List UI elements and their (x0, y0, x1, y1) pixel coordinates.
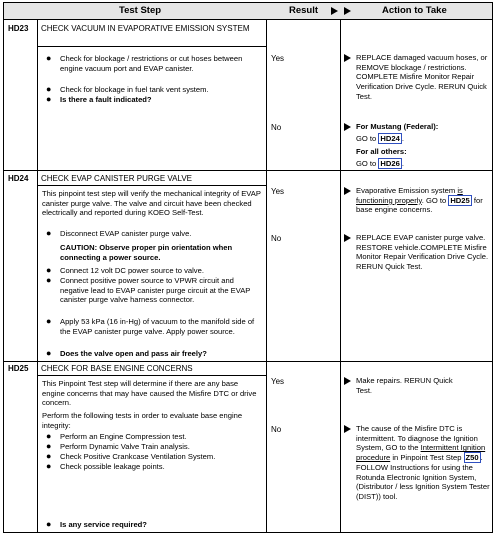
hd25-result-no: No (271, 425, 282, 434)
hd25-no-text-c: in Pinpoint Test Step (392, 453, 462, 463)
column-divider-action (340, 3, 341, 532)
hd24-bullet-vacuum: Apply 53 kPa (16 in-Hg) of vacuum to the manifold side of the EVAP canister purge valve. Apply power source. (60, 317, 255, 336)
hd24-question: Does the valve open and pass air freely? (60, 349, 207, 358)
header-test-step: Test Step (119, 5, 162, 16)
hd24-yes-action (356, 186, 491, 215)
title-underline (37, 46, 266, 47)
period: . (401, 159, 404, 169)
hd25-bullet-4: Check possible leakage points. (60, 462, 165, 471)
period: . (401, 133, 404, 143)
arrow-right-icon (344, 187, 351, 195)
header-result: Result (289, 5, 319, 16)
hd25-no-action (356, 424, 491, 502)
link-hd26[interactable]: HD26 (380, 159, 400, 169)
hd23-bullet-1: Check for blockage / restrictions or cut hoses between engine vacuum port and EVAP canister. (60, 54, 243, 73)
hd24-bullet-connect: Connect 12 volt DC power source to valve. (60, 266, 204, 275)
hd24-yes-text-d: for base engine concerns. (356, 195, 483, 215)
hd23-mustang-label: For Mustang (Federal): (356, 122, 439, 131)
row-divider (4, 170, 492, 171)
hd23-bullet-2: Check for blockage in fuel tank vent system. (60, 85, 209, 94)
bullet-icon: ● (46, 84, 52, 94)
arrow-right-icon (344, 377, 351, 385)
link-z50[interactable]: Z50 (465, 453, 479, 463)
link-hd24[interactable]: HD24 (380, 133, 400, 143)
hd25-no-text-a: The cause of the Misfire DTC is intermittent. To diagnose the Ignition System, GO to the (356, 424, 478, 453)
row-divider (4, 361, 492, 362)
hd23-no-action (356, 122, 491, 169)
hd24-yes-text-c: . GO to (421, 195, 447, 205)
pinpoint-test-table (3, 2, 493, 533)
hd23-goto-text: GO to (356, 133, 377, 143)
bullet-icon: ● (46, 451, 52, 461)
bullet-icon: ● (46, 228, 52, 238)
hd24-bullet-disconnect: Disconnect EVAP canister purge valve. (60, 229, 192, 238)
bullet-icon: ● (46, 316, 52, 326)
hd24-yes-text-b: is functioning properly (356, 186, 463, 205)
hd23-result-yes: Yes (271, 54, 285, 63)
bullet-icon: ● (46, 275, 52, 285)
hd24-result-yes: Yes (271, 187, 285, 196)
arrow-right-icon (344, 234, 351, 242)
hd25-bullet-2: Perform Dynamic Valve Train analysis. (60, 442, 190, 451)
hd23-question: Is there a fault indicated? (60, 95, 152, 104)
hd24-intro: This pinpoint test step will verify the mechanical integrity of EVAP canister purge valve. The valve and circuit have been checked electrically and reported during KOEO Self-Test. (42, 189, 261, 218)
hd24-result-no: No (271, 234, 282, 243)
bullet-icon: ● (46, 519, 52, 529)
arrow-right-icon (344, 7, 351, 15)
arrow-right-icon (344, 123, 351, 131)
hd25-intro-2: Perform the following tests in order to evaluate base engine integrity: (42, 411, 243, 430)
hd23-goto-text: GO to (356, 159, 377, 169)
hd24-caution: CAUTION: Observe proper pin orientation when connecting a power source. (60, 243, 233, 262)
bullet-icon: ● (46, 348, 52, 358)
step-title-hd24: CHECK EVAP CANISTER PURGE VALVE (41, 174, 193, 183)
hd23-result-no: No (271, 123, 282, 132)
step-title-hd25: CHECK FOR BASE ENGINE CONCERNS (41, 364, 193, 373)
title-underline (37, 375, 266, 376)
hd25-question: Is any service required? (60, 520, 147, 529)
arrow-right-icon (344, 425, 351, 433)
bullet-icon: ● (46, 441, 52, 451)
step-code-hd24: HD24 (8, 174, 29, 183)
hd25-yes-action: Make repairs. RERUN Quick Test. (356, 376, 453, 395)
arrow-right-icon (331, 7, 338, 15)
hd24-yes-text-a: Evaporative Emission system (356, 186, 456, 195)
hd23-yes-action: REPLACE damaged vacuum hoses, or REMOVE blockage / restrictions. COMPLETE Misfire Monitor Repair Verification Drive Cycle. RERUN Quick Test. (356, 53, 488, 101)
hd25-bullet-1: Perform an Engine Compression test. (60, 432, 187, 441)
hd24-bullet-positive: Connect positive power source to VPWR circuit and negative lead to EVAP canister purge circuit at the EVAP canister purge valve harness connector. (60, 276, 251, 305)
hd25-no-text-b: Intermittent Ignition procedure (356, 443, 486, 463)
column-divider-code (37, 20, 38, 532)
title-underline (37, 185, 266, 186)
step-code-hd23: HD23 (8, 24, 29, 33)
hd25-intro: This Pinpoint Test step will determine if there are any base engine concerns that may have caused the Misfire DTC or drive concern. (42, 379, 257, 408)
header-action: Action to Take (382, 5, 447, 16)
step-title-hd23: CHECK VACUUM IN EVAPORATIVE EMISSION SYSTEM (41, 24, 250, 33)
link-hd25[interactable]: HD25 (450, 195, 470, 205)
arrow-right-icon (344, 54, 351, 62)
bullet-icon: ● (46, 461, 52, 471)
hd25-no-text-d: . FOLLOW Instructions for using the Rotunda Electronic Ignition System, (Distributor / less Ignition System Tester (DIST)) tool. (356, 453, 490, 501)
step-code-hd25: HD25 (8, 364, 29, 373)
table-header (4, 3, 492, 20)
bullet-icon: ● (46, 265, 52, 275)
hd25-bullet-3: Check Positive Crankcase Ventilation System. (60, 452, 216, 461)
bullet-icon: ● (46, 94, 52, 104)
hd25-result-yes: Yes (271, 377, 285, 386)
hd23-others-label: For all others: (356, 147, 407, 157)
bullet-icon: ● (46, 53, 52, 63)
hd24-no-action: REPLACE EVAP canister purge valve. RESTORE vehicle.COMPLETE Misfire Monitor Repair Verification Drive Cycle. RERUN Quick Test. (356, 233, 489, 272)
bullet-icon: ● (46, 431, 52, 441)
